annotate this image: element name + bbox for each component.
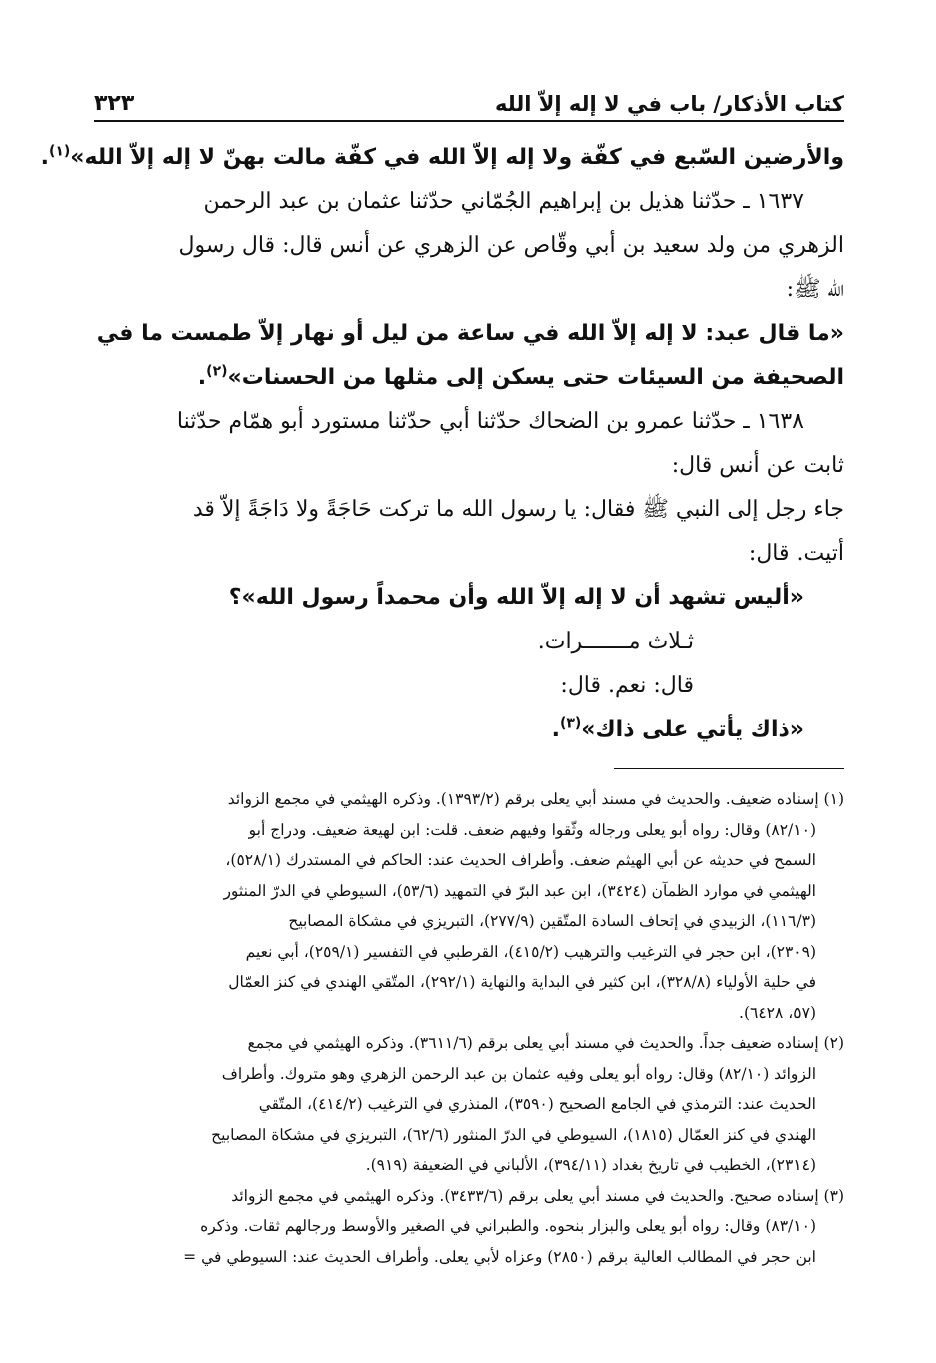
hadith-quote: «أليس تشهد أن لا إله إلاّ الله وأن محمداً رسول الله»؟ (228, 585, 804, 610)
footnote-line: الزوائد (٨٢/١٠) وقال: رواه أبو يعلى وفيه عثمان بن عبد الرحمن الزهري وهو متروك. وأطراف (221, 1064, 816, 1083)
text-line: ثـلاث مـــــــرات. (537, 629, 694, 654)
running-title: كتاب الأذكار/ باب في لا إله إلاّ الله (495, 92, 844, 116)
footnote-line: (٨٢/١٠) وقال: رواه أبو يعلى ورجاله وثّقوا وفيهم ضعف. قلت: ابن لهيعة ضعيف. ودراج أبو (248, 820, 816, 839)
footnote-line: الهندي في كنز العمّال (١٨١٥)، السيوطي في الدرّ المنثور (٦٢/٦)، التبريزي في مشكاة المصابيح (211, 1125, 816, 1144)
footnote-line: (٢٣٠٩)، ابن حجر في الترغيب والترهيب (٤١٥/٢)، القرطبي في التفسير (٢٥٩/١)، أبي نعيم (245, 942, 816, 961)
hadith-quote: «ذاك يأتي على ذاك»$^{(٣)}$. (551, 715, 804, 742)
text-line: الله ﷺ: (786, 277, 844, 302)
footnote-line: الهيثمي في موارد الظمآن (٣٤٢٤)، ابن عبد البرّ في التمهيد (٥٣/٦)، السيوطي في الدرّ المنثور (223, 881, 816, 900)
hadith-quote: «ما قال عبد: لا إله إلاّ الله في ساعة من ليل أو نهار إلاّ طمست ما في (96, 321, 844, 346)
footnote-line: (٢) إسناده ضعيف جداً. والحديث في مسند أبي يعلى برقم (٣٦١١/٦). وذكره الهيثمي في مجمع (247, 1034, 844, 1052)
footnote-divider (614, 768, 844, 769)
footnote-line: الحديث عند: الترمذي في الجامع الصحيح (٣٥٩٠)، المنذري في الترغيب (٤١٤/٢)، المتّقي (258, 1095, 816, 1113)
footnote-line: (٣) إسناده صحيح. والحديث في مسند أبي يعلى برقم (٣٤٣٣/٦). وذكره الهيثمي في مجمع الزوائد (231, 1186, 844, 1205)
hadith-quote: الصحيفة من السيئات حتى يسكن إلى مثلها من الحسنات»$^{(٢)}$. (197, 363, 844, 390)
footnote-ref: (٢) (206, 363, 228, 380)
footnote-line: (٥٧، ٦٤٢٨). (739, 1003, 816, 1022)
page-number: ٣٢٣ (94, 91, 135, 116)
footnote-line: السمح في حديثه عن أبي الهيثم ضعف. وأطراف الحديث عند: الحاكم في المستدرك (٥٢٨/١)، (225, 851, 816, 869)
main-text (40, 136, 844, 752)
footnote-ref: (٣) (559, 715, 582, 732)
text-line: أتيت. قال: (748, 541, 844, 566)
text-line: قال: نعم. قال: (560, 673, 694, 698)
footnote-line: (٢٣١٤)، الخطيب في تاريخ بغداد (٣٩٤/١١)، الألباني في الضعيفة (٩١٩). (365, 1156, 816, 1174)
footnote-line: ابن حجر في المطالب العالية برقم (٢٨٥٠) وعزاه لأبي يعلى. وأطراف الحديث عند: السيوطي في = (183, 1247, 816, 1266)
hadith-1638-start: ١٦٣٨ ـ حدّثنا عمرو بن الضحاك حدّثنا أبي حدّثنا مستورد أبو همّام حدّثنا (176, 409, 804, 434)
footnote-line: (١) إسناده ضعيف. والحديث في مسند أبي يعلى برقم (١٣٩٣/٢). وذكره الهيثمي في مجمع الزوائد (227, 790, 844, 808)
hadith-1637-start: ١٦٣٧ ـ حدّثنا هذيل بن إبراهيم الجُمّاني حدّثنا عثمان بن عبد الرحمن (203, 189, 804, 214)
footnote-line: (٨٣/١٠) وقال: رواه أبو يعلى والبزار بنحوه. والطبراني في الصغير والأوسط ورجالهم ثقات. وذكره (200, 1217, 816, 1235)
running-header (94, 82, 844, 122)
footnote-line: (١١٦/٣)، الزبيدي في إتحاف السادة المتّقين (٢٧٧/٩)، التبريزي في مشكاة المصابيح (288, 912, 816, 930)
footnote-ref: (١) (48, 143, 71, 160)
text-line: الزهري من ولد سعيد بن أبي وقّاص عن الزهري عن أنس قال: قال رسول (178, 233, 844, 258)
text-line: ثابت عن أنس قال: (671, 453, 844, 478)
footnote-line: في حلية الأولياء (٣٢٨/٨)، ابن كثير في البداية والنهاية (٢٩٢/١)، المتّقي الهندي في كنز العمّال (228, 973, 816, 991)
text-line: جاء رجل إلى النبي ﷺ فقال: يا رسول الله ما تركت حَاجَةً ولا دَاجَةً إلاّ قد (192, 497, 844, 522)
footnotes (94, 784, 844, 1272)
text-line: والأرضين السّبع في كفّة ولا إله إلاّ الله في كفّة مالت بهنّ لا إله إلاّ الله»$^{(١)}$. (40, 143, 844, 170)
